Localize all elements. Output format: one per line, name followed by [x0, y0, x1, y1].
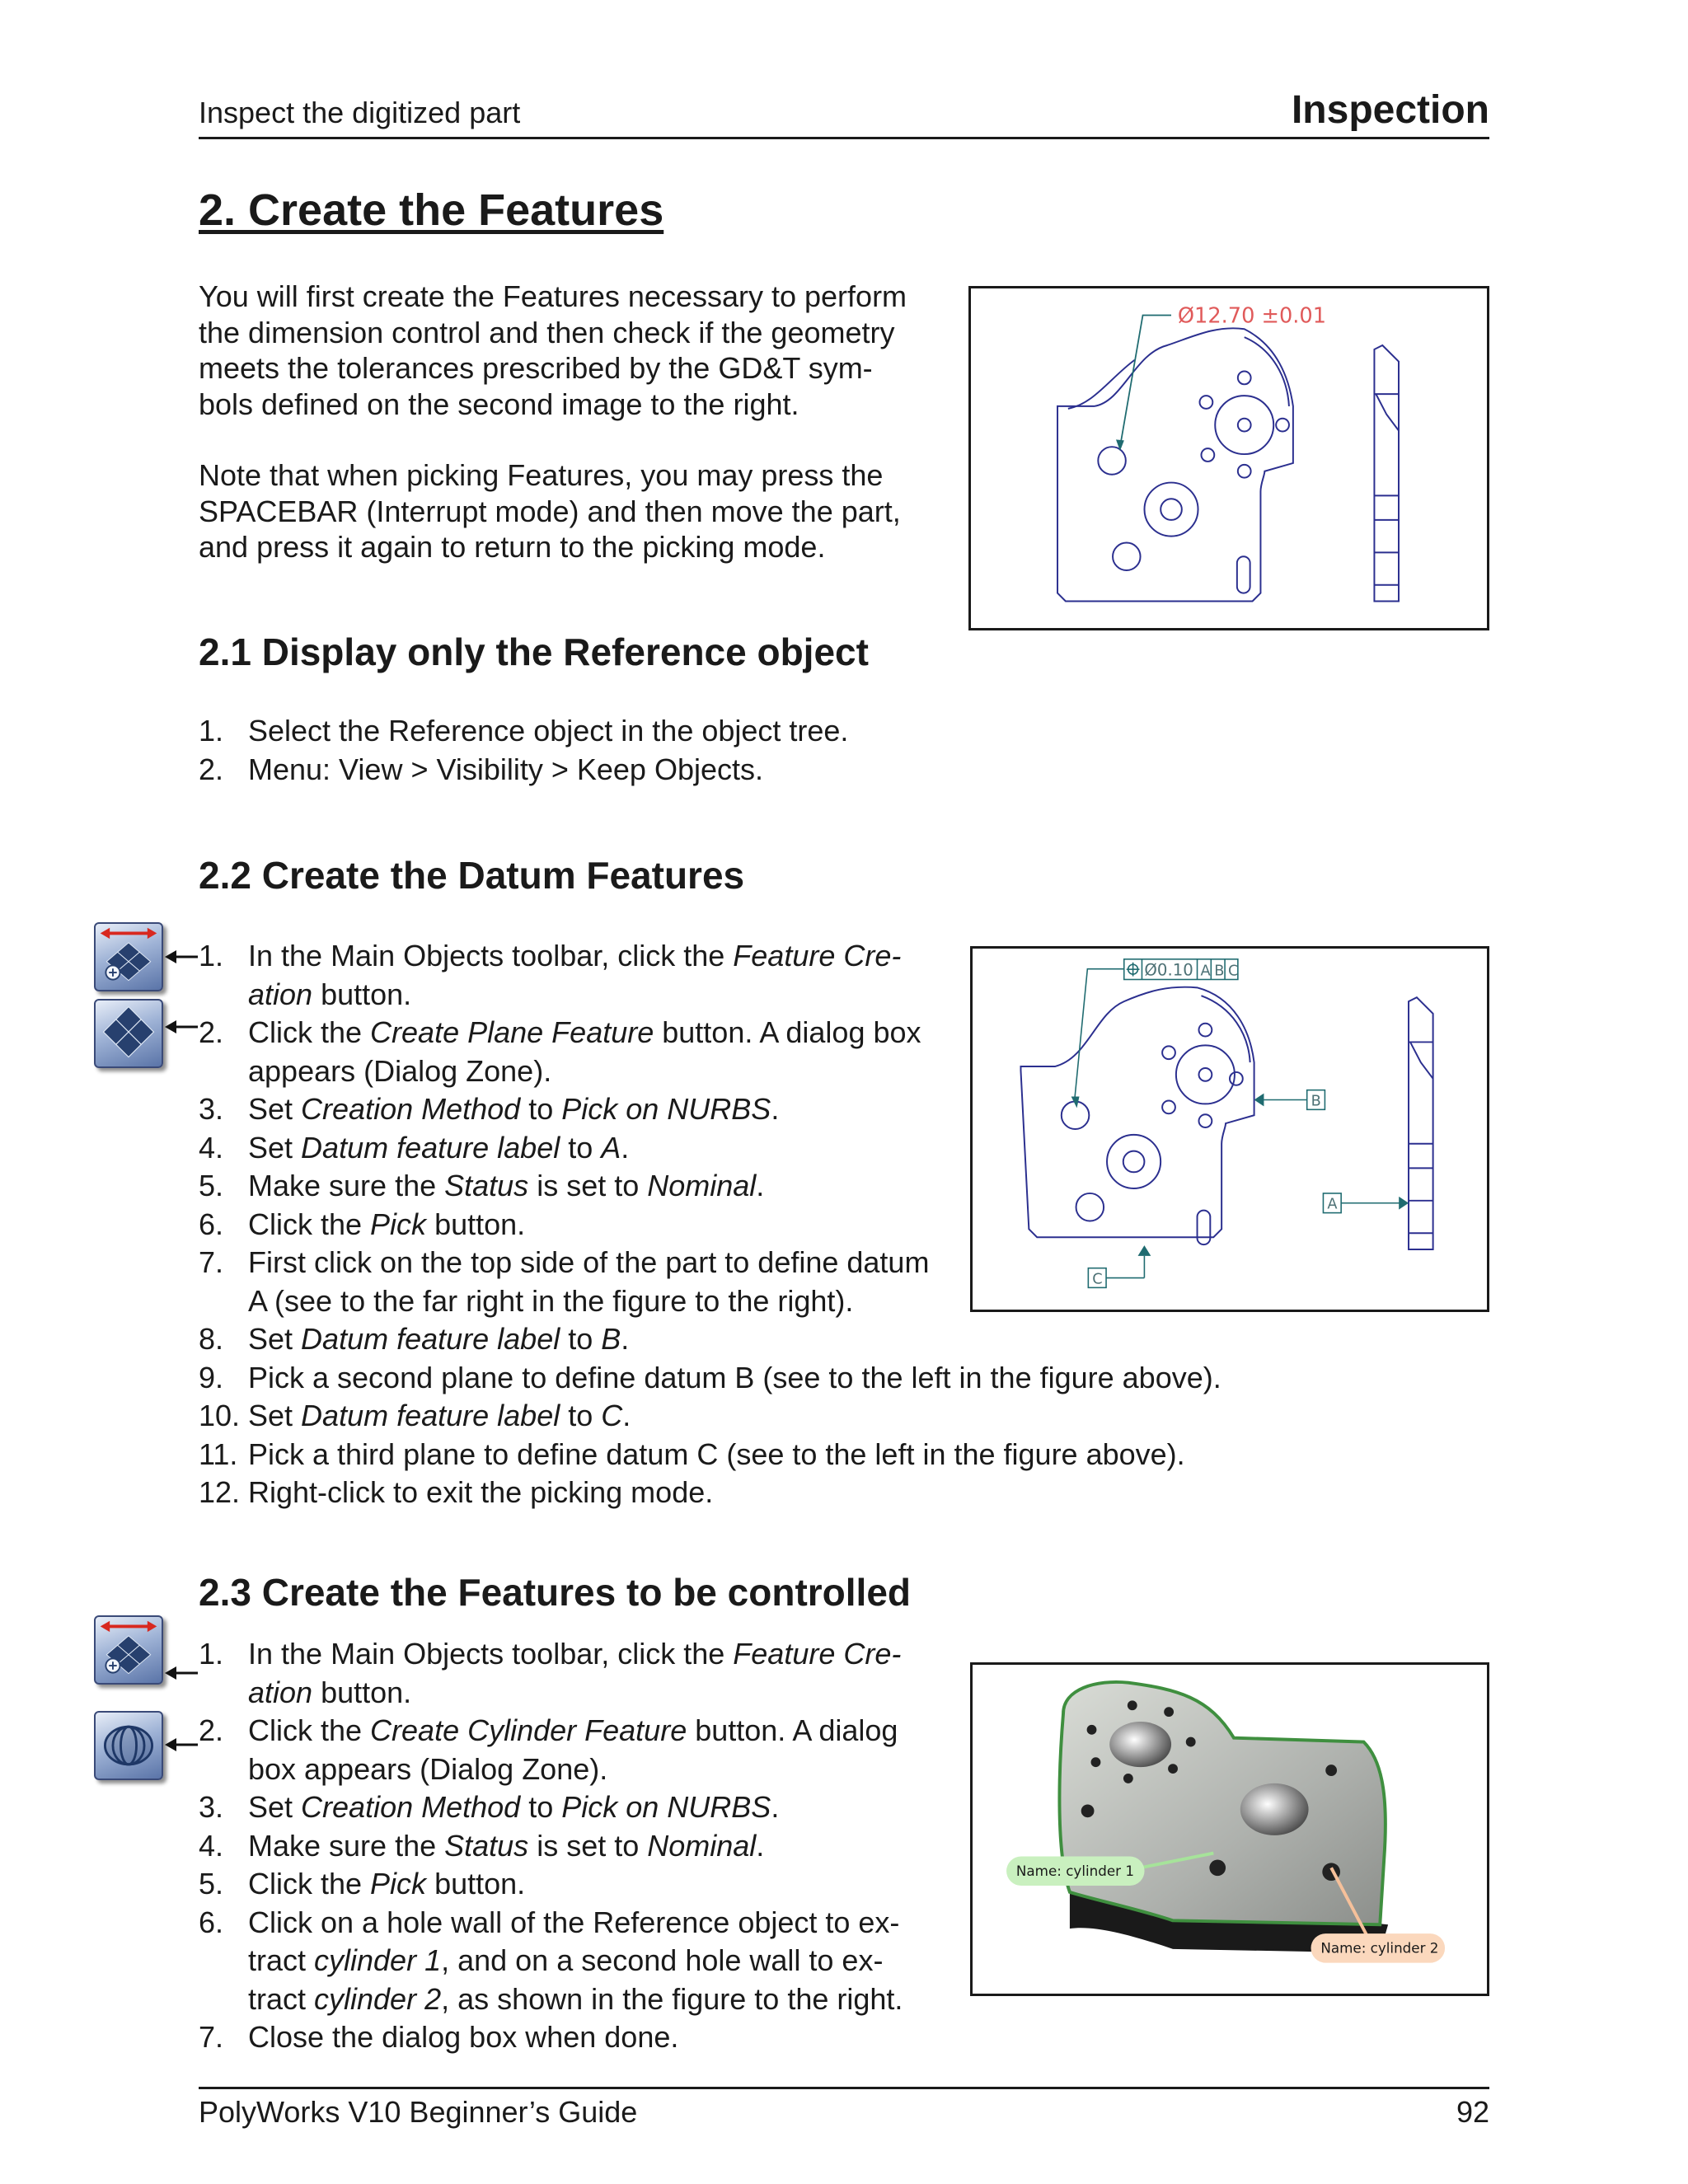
pointer-arrow-icon [165, 1736, 198, 1753]
part-drawing-2 [973, 949, 1487, 1310]
datum-c-label: C [1092, 1271, 1103, 1288]
pointer-arrow-icon [165, 1665, 198, 1681]
create-cylinder-feature-button[interactable] [94, 1711, 163, 1780]
list-item: 6. Click the Pick button. [199, 1207, 526, 1241]
datum-c-triangle [1138, 1245, 1151, 1256]
leader-line [1075, 969, 1124, 1102]
list-item: 5. Click the Pick button. [199, 1867, 526, 1900]
running-footer-left: PolyWorks V10 Beginner’s Guide [199, 2095, 638, 2129]
center-circle-inner [1238, 419, 1251, 432]
figure-part-drawing-datums [970, 946, 1489, 1312]
list-item: 12. Right-click to exit the picking mode. [199, 1475, 714, 1509]
cylinder-feature-icon [96, 1713, 162, 1779]
side-view-outline [1374, 345, 1399, 601]
frame-datum-c: C [1228, 963, 1239, 980]
part-inner-edge [1068, 360, 1135, 409]
part-top-face [1059, 1682, 1385, 1924]
list-item: 2. Click the Create Cylinder Feature button. A dialog box appears (Dialog Zone). [199, 1713, 898, 1786]
datum-b-triangle [1254, 1094, 1264, 1107]
feature-creation-icon [96, 1617, 162, 1683]
list-item: 1. In the Main Objects toolbar, click the Feature Cre- ation button. [199, 939, 902, 1011]
part-outline [1057, 328, 1293, 601]
bolt-hole-top [1238, 372, 1251, 385]
figure-part-drawing-dimension [968, 286, 1489, 630]
list-item: 4. Make sure the Status is set to Nominal. [199, 1828, 765, 1863]
pointer-arrow-icon [165, 1019, 198, 1035]
list-item: 3. Set Creation Method to Pick on NURBS. [199, 1092, 780, 1126]
section-2-2-title: 2.2 Create the Datum Features [199, 854, 745, 897]
section-2-3-steps [199, 1635, 903, 2057]
list-item: 3. Set Creation Method to Pick on NURBS. [199, 1790, 780, 1824]
list-item: 9. Pick a second plane to define datum B (see to the left in the figure above). [199, 1360, 1221, 1394]
hole-left [1098, 447, 1126, 475]
part-render-3d [973, 1665, 1487, 1994]
list-item: 1. Select the Reference object in the object tree. [199, 714, 849, 748]
create-plane-feature-button[interactable] [94, 999, 163, 1068]
datum-b-label: B [1311, 1093, 1321, 1110]
running-header-left: Inspect the digitized part [199, 96, 521, 129]
boss-circle-inner [1160, 499, 1182, 520]
hole-bottom-left [1113, 543, 1141, 571]
cylinder-1-label: Name: cylinder 1 [1015, 1863, 1135, 1880]
list-item: 1. In the Main Objects toolbar, click the Feature Cre- ation button. [199, 1637, 902, 1709]
slot [1237, 556, 1250, 593]
feature-creation-button[interactable] [94, 922, 163, 991]
feature-creation-icon [96, 924, 162, 990]
feature-creation-button[interactable] [94, 1615, 163, 1685]
list-item: 6. Click on a hole wall of the Reference object to ex- tract cylinder 1, and on a second hole wall to ex- tract cylinder 2, as shown in the figure to the right. [199, 1905, 903, 2016]
part-drawing-1 [971, 288, 1487, 628]
header-rule [199, 137, 1489, 139]
section-2-3-title: 2.3 Create the Features to be controlled [199, 1571, 912, 1614]
running-header-right: Inspection [1291, 88, 1489, 132]
tolerance-value: Ø0.10 [1144, 960, 1193, 980]
list-item: 2. Click the Create Plane Feature button. A dialog box appears (Dialog Zone). [199, 1015, 921, 1088]
list-item: 10. Set Datum feature label to C. [199, 1399, 631, 1432]
leader-arrowhead [1116, 439, 1124, 451]
plane-feature-icon [96, 1001, 162, 1066]
intro-paragraph-2: Note that when picking Features, you may press the SPACEBAR (Interrupt mode) and then move the part, and press it again to return to the picking mode. [199, 458, 901, 564]
pointer-arrow-icon [165, 949, 198, 965]
list-item: 5. Make sure the Status is set to Nominal. [199, 1169, 765, 1202]
section-2-1-title: 2.1 Display only the Reference object [199, 630, 869, 673]
part-outline [1020, 987, 1254, 1238]
bolt-hole-right [1276, 419, 1289, 432]
frame-datum-a: A [1200, 963, 1211, 980]
list-item: 11. Pick a third plane to define datum C (see to the left in the figure above). [199, 1436, 1185, 1471]
bolt-hole-bottom [1238, 465, 1251, 478]
intro-paragraph-1: You will first create the Features necessary to perform the dimension control and then check if the geometry meets the tolerances prescribed by the GD&T sym- bols defined on the second image to the right. [199, 279, 907, 421]
leader-line [1120, 316, 1171, 448]
center-bore [1240, 1783, 1309, 1835]
list-item: 7. Close the dialog box when done. [199, 2020, 679, 2054]
cylinder-2-label: Name: cylinder 2 [1320, 1939, 1439, 1957]
dimension-text: Ø12.70 ±0.01 [1177, 303, 1326, 329]
figure-3d-part-cylinders [970, 1662, 1489, 1996]
section-2-1-steps [199, 712, 848, 789]
large-hole [1109, 1722, 1171, 1767]
datum-a-triangle [1399, 1197, 1409, 1210]
boss-circle-outer [1144, 483, 1198, 537]
list-item: 8. Set Datum feature label to B. [199, 1322, 630, 1356]
page-number: 92 [1456, 2095, 1489, 2129]
center-circle-outer [1215, 396, 1273, 454]
bolt-hole-left-bottom [1201, 448, 1214, 462]
datum-a-label: A [1327, 1196, 1338, 1213]
bolt-hole-left-top [1200, 396, 1213, 409]
page-title: 2. Create the Features [199, 185, 664, 235]
list-item: 4. Set Datum feature label to A. [199, 1130, 630, 1165]
list-item: 7. First click on the top side of the part to define datum A (see to the far right in the figure to the right). [199, 1245, 930, 1318]
frame-datum-b: B [1214, 963, 1225, 980]
list-item: 2. Menu: View > Visibility > Keep Objects. [199, 752, 763, 786]
footer-rule [199, 2087, 1489, 2089]
